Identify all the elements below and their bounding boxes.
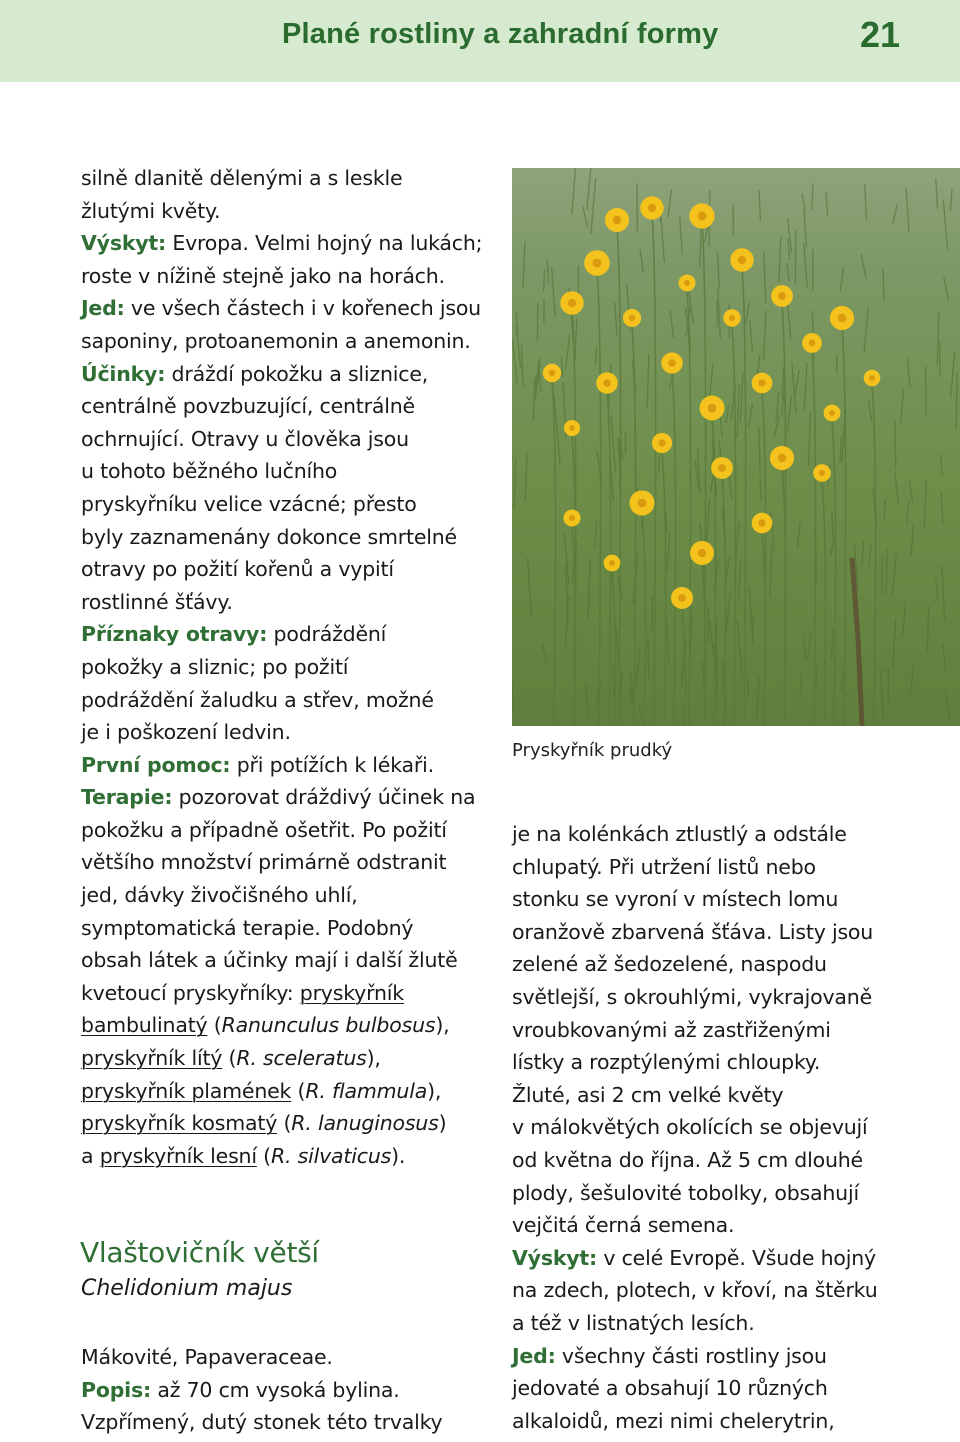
flower-center bbox=[809, 340, 816, 347]
text-run: chlupatý. Při utržení listů nebo bbox=[512, 854, 816, 879]
text-line bbox=[81, 423, 491, 456]
text-run: jedovaté a obsahují 10 různých bbox=[512, 1376, 828, 1401]
text-line bbox=[512, 1111, 922, 1144]
species-description-start bbox=[81, 1341, 491, 1439]
cross-reference-link[interactable]: bambulinatý bbox=[81, 1013, 208, 1038]
text-line bbox=[81, 553, 491, 586]
flower-center bbox=[838, 314, 846, 322]
field-label: První pomoc: bbox=[81, 752, 231, 777]
grass-blade bbox=[717, 300, 718, 327]
text-run: podráždění bbox=[267, 622, 387, 647]
text-run: rostlinné šťávy. bbox=[81, 589, 233, 614]
flower-center bbox=[684, 280, 690, 286]
text-run: na zdech, plotech, v křoví, na štěrku bbox=[512, 1278, 878, 1303]
cross-reference-link[interactable]: pryskyřník plamének bbox=[81, 1078, 292, 1103]
flower-center bbox=[758, 519, 765, 526]
text-run: pryskyřníku velice vzácné; přesto bbox=[81, 491, 417, 516]
flower-center bbox=[658, 439, 665, 446]
grass-blade bbox=[883, 269, 884, 301]
text-run: ). bbox=[391, 1143, 406, 1168]
text-line bbox=[81, 749, 491, 782]
text-line bbox=[81, 1406, 491, 1439]
text-run: je na kolénkách ztlustlý a odstále bbox=[512, 822, 847, 846]
field-label: Popis: bbox=[81, 1377, 152, 1402]
latin-name: R. sceleratus bbox=[236, 1046, 367, 1071]
text-line bbox=[81, 1075, 491, 1108]
flower-center bbox=[778, 292, 786, 300]
text-line bbox=[81, 1374, 491, 1407]
grass-blade bbox=[956, 373, 957, 429]
flower-center bbox=[698, 212, 707, 221]
text-line bbox=[81, 1107, 491, 1140]
text-line bbox=[512, 1177, 922, 1210]
text-run: ( bbox=[256, 1143, 271, 1168]
right-text-column bbox=[512, 818, 922, 1437]
text-line bbox=[512, 916, 922, 949]
grass-blade bbox=[613, 665, 614, 697]
text-line bbox=[81, 325, 491, 358]
text-run: oranžově zbarvená šťáva. Listy jsou bbox=[512, 919, 874, 944]
text-run: Žluté, asi 2 cm velké květy bbox=[512, 1082, 784, 1107]
text-run: většího množství primárně odstranit bbox=[81, 850, 447, 875]
text-line bbox=[81, 618, 491, 651]
text-line bbox=[512, 1014, 922, 1047]
flower-center bbox=[708, 404, 717, 413]
text-run: lístky a rozptýlenými chloupky. bbox=[512, 1050, 821, 1075]
cross-reference-link[interactable]: pryskyřník bbox=[299, 980, 404, 1005]
text-line bbox=[512, 1372, 922, 1405]
cross-reference-link[interactable]: pryskyřník lesní bbox=[99, 1143, 257, 1168]
text-line bbox=[512, 1079, 922, 1112]
text-run: světlejší, s okrouhlými, vykrajovaně bbox=[512, 984, 872, 1009]
text-run: silně dlanitě dělenými a s leskle bbox=[81, 166, 403, 190]
text-run: ( bbox=[222, 1046, 237, 1071]
latin-name: R. lanuginosus bbox=[291, 1111, 439, 1136]
text-run: ochrnující. Otravy u člověka jsou bbox=[81, 426, 409, 451]
meadow-buttercups-photo bbox=[512, 168, 960, 726]
text-run: u tohoto běžného lučního bbox=[81, 459, 338, 484]
text-line bbox=[81, 781, 491, 814]
page-number: 21 bbox=[859, 14, 900, 55]
text-run: je i poškození ledvin. bbox=[81, 720, 291, 745]
text-line bbox=[512, 981, 922, 1014]
text-line bbox=[512, 1307, 922, 1340]
text-line bbox=[81, 260, 491, 293]
left-text-column bbox=[81, 162, 491, 1172]
flower-center bbox=[668, 359, 675, 366]
text-run: ) bbox=[438, 1111, 447, 1136]
text-run: všechny části rostliny jsou bbox=[555, 1343, 827, 1368]
text-run: alkaloidů, mezi nimi chelerytrin, bbox=[512, 1408, 835, 1433]
flower-center bbox=[569, 515, 575, 521]
field-label: Výskyt: bbox=[512, 1245, 598, 1270]
text-run: kvetoucí pryskyřníky: bbox=[81, 980, 300, 1005]
flower-center bbox=[603, 379, 611, 387]
grass-blade bbox=[562, 356, 563, 378]
flower-center bbox=[629, 315, 635, 321]
text-line bbox=[81, 879, 491, 912]
text-line bbox=[81, 162, 491, 195]
text-run: otravy po požití kořenů a vypití bbox=[81, 557, 394, 582]
text-run: pokožky a sliznic; po požití bbox=[81, 654, 349, 679]
text-run: symptomatická terapie. Podobný bbox=[81, 915, 414, 940]
flower-center bbox=[609, 560, 615, 566]
text-line bbox=[512, 883, 922, 916]
flower-center bbox=[678, 594, 686, 602]
flower-center bbox=[648, 204, 656, 212]
text-line bbox=[512, 948, 922, 981]
text-line bbox=[512, 851, 922, 884]
text-line bbox=[81, 1042, 491, 1075]
latin-name: R. silvaticus bbox=[270, 1143, 392, 1168]
field-label: Jed: bbox=[81, 296, 125, 321]
text-run: obsah látek a účinky mají i další žlutě bbox=[81, 948, 458, 973]
flower-center bbox=[738, 256, 746, 264]
flower-center bbox=[638, 499, 647, 508]
grass-blade bbox=[544, 270, 545, 292]
text-run: a bbox=[81, 1143, 100, 1168]
flower-center bbox=[778, 454, 786, 462]
cross-reference-link[interactable]: pryskyřník kosmatý bbox=[81, 1111, 278, 1136]
text-run: stonku se vyroní v místech lomu bbox=[512, 887, 839, 912]
species-heading: Vlaštovičník větší bbox=[80, 1236, 319, 1269]
photo-image bbox=[512, 168, 960, 726]
text-run: roste v nížině stejně jako na horách. bbox=[81, 263, 445, 288]
text-run: vroubkovanými až zastřiženými bbox=[512, 1017, 831, 1042]
text-run: saponiny, protoanemonin a anemonin. bbox=[81, 328, 471, 353]
text-run: ve všech částech i v kořenech jsou bbox=[124, 296, 481, 321]
text-line bbox=[81, 227, 491, 260]
flower-center bbox=[593, 259, 602, 268]
field-label: Výskyt: bbox=[81, 231, 167, 256]
field-label: Účinky: bbox=[81, 361, 166, 386]
text-run: ( bbox=[291, 1078, 306, 1103]
text-line bbox=[81, 944, 491, 977]
text-run: podráždění žaludku a střev, možné bbox=[81, 687, 434, 712]
flower-center bbox=[698, 549, 706, 557]
flower-center bbox=[829, 410, 835, 416]
text-run: až 70 cm vysoká bylina. bbox=[151, 1377, 400, 1402]
text-line bbox=[512, 818, 922, 851]
text-run: Evropa. Velmi hojný na lukách; bbox=[166, 231, 483, 256]
text-line bbox=[512, 1046, 922, 1079]
text-line bbox=[81, 292, 491, 325]
species-latin-name: Chelidonium majus bbox=[81, 1276, 293, 1301]
field-label: Příznaky otravy: bbox=[81, 622, 268, 647]
text-line bbox=[81, 455, 491, 488]
text-run: a též v listnatých lesích. bbox=[512, 1310, 755, 1335]
text-run: při potížích k lékaři. bbox=[230, 752, 434, 777]
grass-blade bbox=[752, 617, 753, 645]
text-line bbox=[81, 912, 491, 945]
text-line bbox=[512, 1242, 922, 1275]
text-line bbox=[512, 1340, 922, 1373]
text-run: jed, dávky živočišného uhlí, bbox=[81, 883, 358, 908]
grass-blade bbox=[666, 513, 667, 535]
text-line bbox=[81, 1140, 491, 1173]
text-run: Mákovité, Papaveraceae. bbox=[81, 1345, 333, 1369]
text-run: ), bbox=[435, 1013, 450, 1038]
text-run: plody, šešulovité tobolky, obsahují bbox=[512, 1180, 859, 1205]
grass-blade bbox=[886, 550, 887, 595]
grass-blade bbox=[926, 366, 927, 417]
text-line bbox=[512, 1405, 922, 1438]
latin-name: Ranunculus bulbosus bbox=[221, 1013, 436, 1038]
text-run: pozorovat dráždivý účinek na bbox=[172, 785, 476, 810]
cross-reference-link[interactable]: pryskyřník lítý bbox=[81, 1046, 223, 1071]
text-line bbox=[81, 651, 491, 684]
text-run: žlutými květy. bbox=[81, 198, 221, 223]
text-line bbox=[81, 716, 491, 749]
field-label: Jed: bbox=[512, 1343, 556, 1368]
text-run: v celé Evropě. Všude hojný bbox=[597, 1245, 876, 1270]
grass-blade bbox=[708, 606, 709, 642]
text-run: zelené až šedozelené, naspodu bbox=[512, 952, 827, 977]
text-line bbox=[81, 977, 491, 1010]
flower-center bbox=[819, 470, 825, 476]
text-line bbox=[512, 1209, 922, 1242]
grass-blade bbox=[895, 420, 896, 470]
text-line bbox=[81, 195, 491, 228]
flower-center bbox=[613, 216, 621, 224]
text-line bbox=[81, 846, 491, 879]
text-line bbox=[81, 1341, 491, 1374]
text-run: od května do října. Až 5 cm dlouhé bbox=[512, 1147, 863, 1172]
text-run: pokožku a případně ošetřit. Po požití bbox=[81, 817, 447, 842]
text-run: ), bbox=[366, 1046, 381, 1071]
text-run: ), bbox=[427, 1078, 442, 1103]
text-run: centrálně povzbuzující, centrálně bbox=[81, 394, 415, 419]
flower-center bbox=[758, 379, 765, 386]
photo-caption: Pryskyřník prudký bbox=[512, 740, 673, 761]
text-run: ( bbox=[277, 1111, 292, 1136]
text-line bbox=[81, 390, 491, 423]
flower-center bbox=[569, 425, 575, 431]
text-run: v málokvětých okolících se objevují bbox=[512, 1115, 868, 1140]
chapter-title: Plané rostliny a zahradní formy bbox=[282, 18, 719, 50]
flower-center bbox=[729, 315, 735, 321]
text-run: dráždí pokožku a sliznice, bbox=[165, 361, 429, 386]
text-line bbox=[81, 586, 491, 619]
text-run: byly zaznamenány dokonce smrtelné bbox=[81, 524, 457, 549]
page-header bbox=[0, 0, 960, 82]
text-run: vejčitá černá semena. bbox=[512, 1213, 735, 1238]
text-line bbox=[81, 684, 491, 717]
flower-center bbox=[568, 299, 576, 307]
latin-name: R. flammula bbox=[305, 1078, 428, 1103]
flower-center bbox=[549, 370, 555, 376]
text-line bbox=[512, 1274, 922, 1307]
text-line bbox=[81, 814, 491, 847]
text-line bbox=[81, 488, 491, 521]
flower-center bbox=[718, 464, 726, 472]
text-line bbox=[81, 521, 491, 554]
text-line bbox=[81, 358, 491, 391]
text-run: ( bbox=[207, 1013, 222, 1038]
text-line bbox=[81, 1009, 491, 1042]
field-label: Terapie: bbox=[81, 785, 173, 810]
flower-center bbox=[869, 375, 875, 381]
text-run: Vzpřímený, dutý stonek této trvalky bbox=[81, 1410, 443, 1435]
text-line bbox=[512, 1144, 922, 1177]
